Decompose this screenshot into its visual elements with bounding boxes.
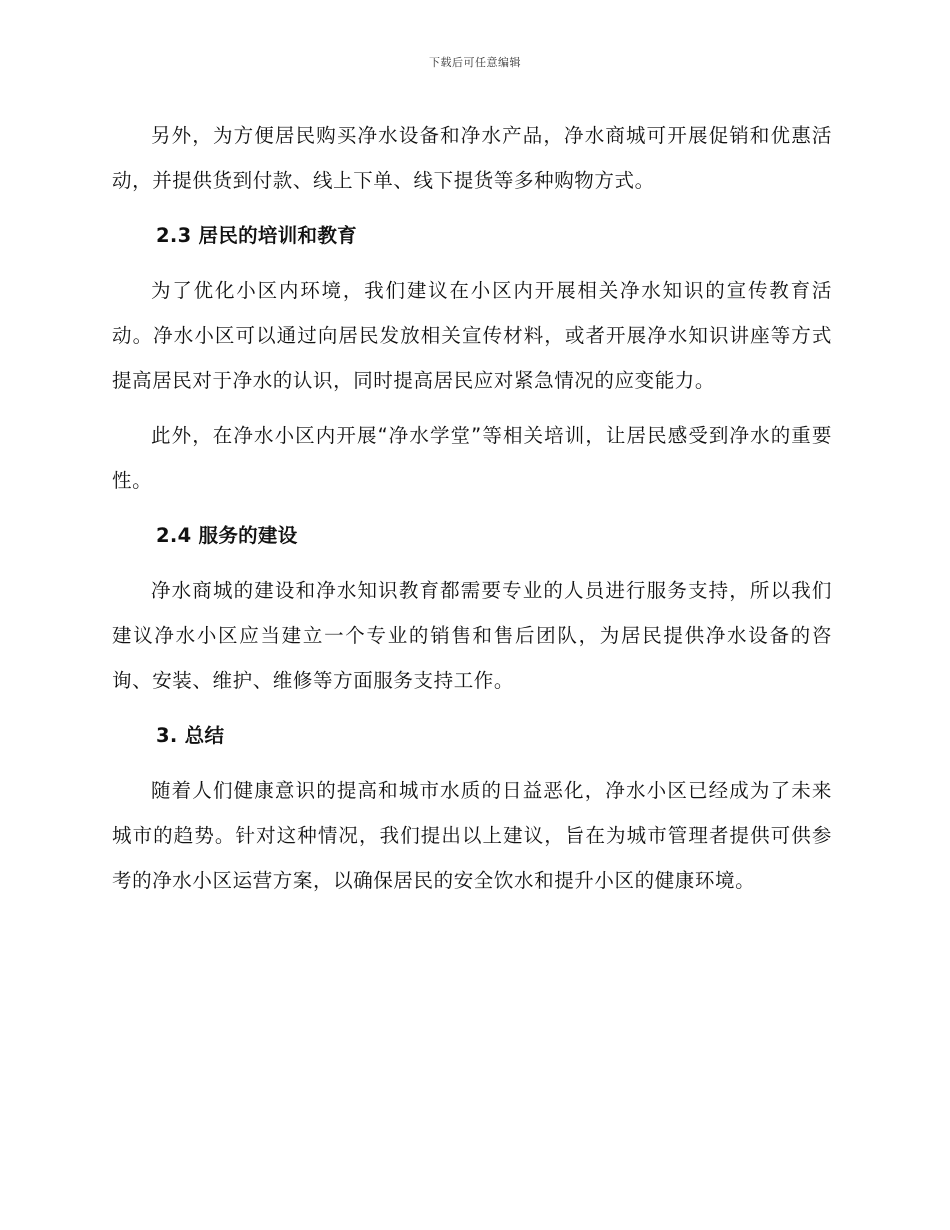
page-header: 下载后可任意编辑 <box>429 56 521 69</box>
paragraph-education-activities: 为了优化小区内环境，我们建议在小区内开展相关净水知识的宣传教育活动。净水小区可以通过向居民发放相关宣传材料，或者开展净水知识讲座等方式提高居民对于净水的认识，同时提高居民应对紧急情况的应变能力。 <box>112 279 832 392</box>
document-body <box>112 113 832 913</box>
section-heading-service: 2.4 服务的建设 <box>156 524 298 547</box>
section-heading-summary: 3. 总结 <box>156 724 225 747</box>
paragraph-service-team: 净水商城的建设和净水知识教育都需要专业的人员进行服务支持，所以我们建议净水小区应当建立一个专业的销售和售后团队，为居民提供净水设备的咨询、安装、维护、维修等方面服务支持工作。 <box>112 579 832 692</box>
paragraph-water-classroom: 此外，在净水小区内开展“净水学堂”等相关培训，让居民感受到净水的重要性。 <box>112 424 832 492</box>
paragraph-shopping-methods: 另外，为方便居民购买净水设备和净水产品，净水商城可开展促销和优惠活动，并提供货到付款、线上下单、线下提货等多种购物方式。 <box>112 124 832 192</box>
section-heading-training: 2.3 居民的培训和教育 <box>156 224 357 247</box>
paragraph-summary: 随着人们健康意识的提高和城市水质的日益恶化，净水小区已经成为了未来城市的趋势。针对这种情况，我们提出以上建议，旨在为城市管理者提供可供参考的净水小区运营方案，以确保居民的安全饮水和提升小区的健康环境。 <box>112 779 832 892</box>
